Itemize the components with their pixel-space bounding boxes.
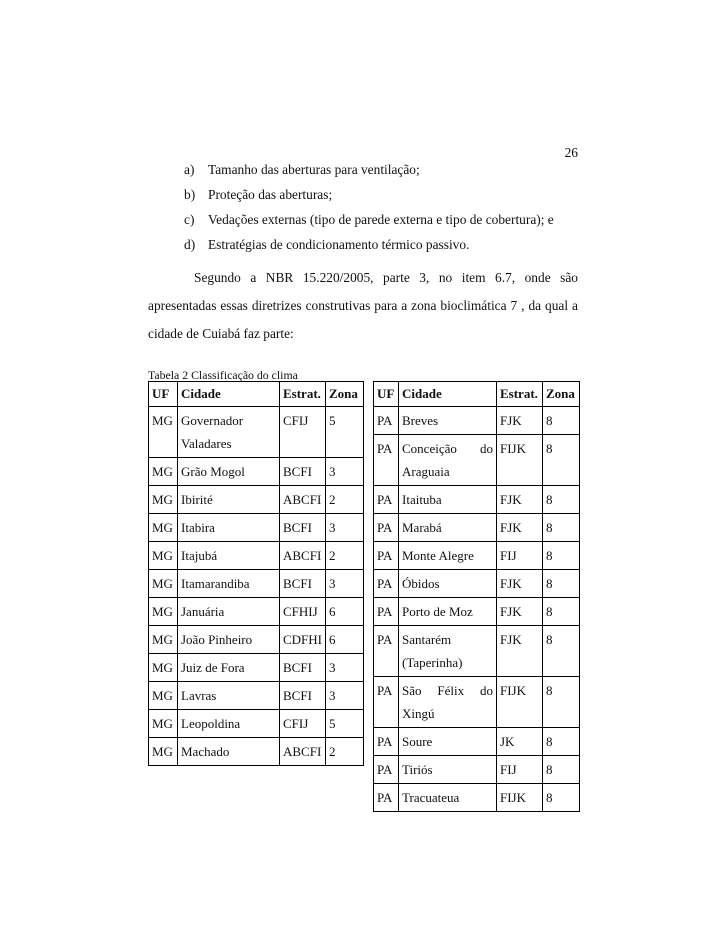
list-text: Estratégias de condicionamento térmico passivo. bbox=[208, 237, 470, 252]
paragraph-line: Segundo a NBR 15.220/2005, parte 3, no item 6.7, onde são bbox=[194, 270, 578, 285]
header-zona: Zona bbox=[543, 382, 580, 407]
cell-uf: MG bbox=[149, 542, 178, 570]
list-text: Tamanho das aberturas para ventilação; bbox=[208, 162, 420, 177]
cell-cidade: Lavras bbox=[178, 682, 280, 710]
cell-zona: 2 bbox=[326, 738, 364, 766]
table-caption: Tabela 2 Classificação do clima bbox=[148, 368, 298, 382]
cell-zona: 2 bbox=[326, 542, 364, 570]
cell-cidade: Óbidos bbox=[399, 570, 497, 598]
cell-cidade: Itamarandiba bbox=[178, 570, 280, 598]
cell-estrat: FIJK bbox=[497, 435, 543, 486]
cell-zona: 3 bbox=[326, 570, 364, 598]
cell-uf: PA bbox=[374, 542, 399, 570]
cell-zona: 8 bbox=[543, 784, 580, 812]
cell-estrat: ABCFI bbox=[280, 542, 326, 570]
cell-zona: 8 bbox=[543, 728, 580, 756]
table-row bbox=[374, 756, 580, 784]
header-estrat: Estrat. bbox=[497, 382, 543, 407]
cell-estrat: FIJK bbox=[497, 784, 543, 812]
table-header-row bbox=[374, 382, 580, 407]
cell-cidade: Itaituba bbox=[399, 486, 497, 514]
cell-uf: PA bbox=[374, 626, 399, 677]
list-text: Vedações externas (tipo de parede externa e tipo de cobertura); e bbox=[208, 212, 554, 227]
cell-uf: MG bbox=[149, 710, 178, 738]
table-row bbox=[374, 677, 580, 728]
cell-uf: PA bbox=[374, 598, 399, 626]
header-uf: UF bbox=[374, 382, 399, 407]
table-row bbox=[374, 435, 580, 486]
cell-estrat: FJK bbox=[497, 626, 543, 677]
page-number: 26 bbox=[564, 145, 578, 160]
cell-estrat: FIJ bbox=[497, 756, 543, 784]
cell-estrat: FJK bbox=[497, 570, 543, 598]
cell-zona: 5 bbox=[326, 407, 364, 458]
climate-table-left bbox=[148, 381, 364, 766]
cell-zona: 8 bbox=[543, 514, 580, 542]
cell-estrat: CFHIJ bbox=[280, 598, 326, 626]
cell-estrat: BCFI bbox=[280, 682, 326, 710]
cell-zona: 3 bbox=[326, 514, 364, 542]
table-row bbox=[149, 710, 364, 738]
list-marker: b) bbox=[184, 187, 196, 202]
list-marker: d) bbox=[184, 237, 196, 252]
cell-uf: PA bbox=[374, 514, 399, 542]
cell-cidade: São Félix do Xingú bbox=[399, 677, 497, 728]
cell-cidade: Santarém (Taperinha) bbox=[399, 626, 497, 677]
header-cidade: Cidade bbox=[178, 382, 280, 407]
cell-uf: MG bbox=[149, 407, 178, 458]
cell-zona: 6 bbox=[326, 626, 364, 654]
cell-cidade: Porto de Moz bbox=[399, 598, 497, 626]
cell-uf: MG bbox=[149, 458, 178, 486]
cell-cidade: Ibirité bbox=[178, 486, 280, 514]
cell-estrat: BCFI bbox=[280, 570, 326, 598]
cell-zona: 6 bbox=[326, 598, 364, 626]
cell-uf: PA bbox=[374, 784, 399, 812]
cell-cidade: Monte Alegre bbox=[399, 542, 497, 570]
cell-cidade: Januária bbox=[178, 598, 280, 626]
table-row bbox=[374, 626, 580, 677]
cell-zona: 3 bbox=[326, 458, 364, 486]
requirements-list bbox=[184, 157, 604, 257]
cell-uf: PA bbox=[374, 756, 399, 784]
cell-estrat: BCFI bbox=[280, 654, 326, 682]
cell-zona: 3 bbox=[326, 682, 364, 710]
table-row bbox=[374, 486, 580, 514]
header-cidade: Cidade bbox=[399, 382, 497, 407]
table-row bbox=[149, 486, 364, 514]
climate-table-right bbox=[373, 381, 580, 812]
cell-zona: 8 bbox=[543, 626, 580, 677]
cell-uf: MG bbox=[149, 626, 178, 654]
cell-uf: MG bbox=[149, 486, 178, 514]
cell-cidade: Conceição do Araguaia bbox=[399, 435, 497, 486]
paragraph-line: apresentadas essas diretrizes construtivas para a zona bioclimática 7 , da qual a bbox=[148, 298, 578, 313]
cell-zona: 8 bbox=[543, 756, 580, 784]
cell-zona: 8 bbox=[543, 486, 580, 514]
list-marker: c) bbox=[184, 212, 195, 227]
cell-uf: MG bbox=[149, 598, 178, 626]
cell-estrat: FJK bbox=[497, 514, 543, 542]
header-uf: UF bbox=[149, 382, 178, 407]
table-row bbox=[149, 542, 364, 570]
cell-uf: PA bbox=[374, 486, 399, 514]
cell-uf: MG bbox=[149, 738, 178, 766]
table-row bbox=[374, 570, 580, 598]
table-row bbox=[149, 514, 364, 542]
table-row bbox=[149, 570, 364, 598]
cell-cidade: Juiz de Fora bbox=[178, 654, 280, 682]
cell-uf: MG bbox=[149, 514, 178, 542]
cell-estrat: FIJ bbox=[497, 542, 543, 570]
table-row bbox=[374, 784, 580, 812]
cell-zona: 8 bbox=[543, 598, 580, 626]
cell-uf: PA bbox=[374, 435, 399, 486]
cell-estrat: ABCFI bbox=[280, 738, 326, 766]
cell-uf: MG bbox=[149, 682, 178, 710]
cell-estrat: CFIJ bbox=[280, 710, 326, 738]
cell-uf: PA bbox=[374, 677, 399, 728]
cell-zona: 8 bbox=[543, 407, 580, 435]
cell-cidade: Leopoldina bbox=[178, 710, 280, 738]
cell-estrat: FJK bbox=[497, 407, 543, 435]
list-item bbox=[184, 232, 604, 257]
table-row bbox=[374, 598, 580, 626]
cell-cidade: João Pinheiro bbox=[178, 626, 280, 654]
table-row bbox=[149, 598, 364, 626]
list-item bbox=[184, 182, 604, 207]
list-marker: a) bbox=[184, 162, 195, 177]
cell-uf: MG bbox=[149, 570, 178, 598]
cell-zona: 8 bbox=[543, 677, 580, 728]
header-estrat: Estrat. bbox=[280, 382, 326, 407]
cell-estrat: FJK bbox=[497, 598, 543, 626]
list-item bbox=[184, 207, 604, 232]
table-row bbox=[374, 728, 580, 756]
table-row bbox=[374, 407, 580, 435]
table-row bbox=[374, 542, 580, 570]
cell-cidade: Machado bbox=[178, 738, 280, 766]
cell-estrat: BCFI bbox=[280, 458, 326, 486]
cell-cidade: Marabá bbox=[399, 514, 497, 542]
cell-estrat: CDFHI bbox=[280, 626, 326, 654]
table-header-row bbox=[149, 382, 364, 407]
cell-estrat: ABCFI bbox=[280, 486, 326, 514]
cell-uf: MG bbox=[149, 654, 178, 682]
cell-uf: PA bbox=[374, 407, 399, 435]
cell-zona: 3 bbox=[326, 654, 364, 682]
cell-cidade: Itajubá bbox=[178, 542, 280, 570]
cell-estrat: FIJK bbox=[497, 677, 543, 728]
table-row bbox=[149, 458, 364, 486]
cell-cidade: Tiriós bbox=[399, 756, 497, 784]
header-zona: Zona bbox=[326, 382, 364, 407]
list-item bbox=[184, 157, 604, 182]
cell-cidade: Governador Valadares bbox=[178, 407, 280, 458]
cell-cidade: Tracuateua bbox=[399, 784, 497, 812]
table-row bbox=[149, 738, 364, 766]
cell-cidade: Itabira bbox=[178, 514, 280, 542]
cell-estrat: JK bbox=[497, 728, 543, 756]
body-paragraph bbox=[148, 264, 578, 348]
cell-uf: PA bbox=[374, 570, 399, 598]
cell-zona: 8 bbox=[543, 435, 580, 486]
cell-estrat: BCFI bbox=[280, 514, 326, 542]
list-text: Proteção das aberturas; bbox=[208, 187, 333, 202]
paragraph-line: cidade de Cuiabá faz parte: bbox=[148, 326, 294, 341]
table-row bbox=[149, 654, 364, 682]
cell-zona: 8 bbox=[543, 570, 580, 598]
cell-zona: 8 bbox=[543, 542, 580, 570]
table-row bbox=[149, 682, 364, 710]
table-row bbox=[374, 514, 580, 542]
cell-zona: 2 bbox=[326, 486, 364, 514]
cell-cidade: Soure bbox=[399, 728, 497, 756]
table-row bbox=[149, 407, 364, 458]
cell-uf: PA bbox=[374, 728, 399, 756]
cell-estrat: CFIJ bbox=[280, 407, 326, 458]
cell-cidade: Breves bbox=[399, 407, 497, 435]
cell-cidade: Grão Mogol bbox=[178, 458, 280, 486]
table-row bbox=[149, 626, 364, 654]
cell-zona: 5 bbox=[326, 710, 364, 738]
cell-estrat: FJK bbox=[497, 486, 543, 514]
